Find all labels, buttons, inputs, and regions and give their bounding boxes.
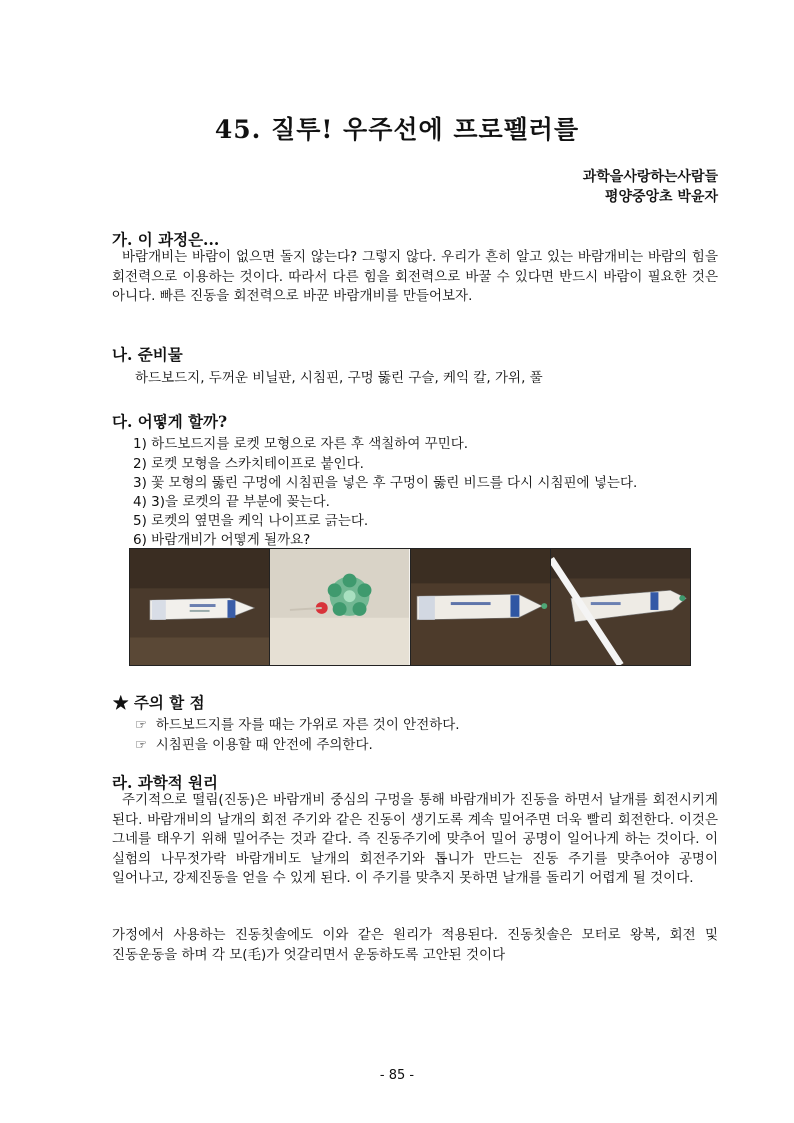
- section-body-ra: 주기적으로 떨림(진동)은 바람개비 중심의 구멍을 통해 바람개비가 진동을 하면서 날개를 회전시키게 된다. 바람개비의 날개의 회전 주기와 같은 진동이 생기도록 계속 밀어주면 더욱 빨리 회전한다. 이것은 그네를 태우기 위해 밀어주는 것과 같다. 즉 진동주기에 맞추어 밀어 공명이 일어나게 하는 것이다. 이 실험의 나무젓가락 바람개비도 날개의 회전주기와 톱니가 만드는 진동 주기를 맞추어야 공명이 일어나고, 강제진동을 얻을 수 있게 된다. 이 주기를 맞추지 못하면 날개를 돌리기 어렵게 될 것이다.: [112, 792, 718, 886]
- star-icon: ★: [113, 693, 129, 712]
- section-heading-na: 나. 준비물: [112, 345, 183, 364]
- step-item: 2) 로켓 모형을 스카치테이프로 붙인다.: [133, 456, 364, 472]
- photo-flower-pinwheel: [270, 549, 410, 665]
- pointing-hand-icon: ☞: [135, 717, 148, 733]
- page-title: 45. 질투! 우주선에 프로펠러를: [214, 115, 580, 144]
- materials-list: 하드보드지, 두꺼운 비닐판, 시침핀, 구멍 뚫린 구슬, 케익 칼, 가위, 풀: [135, 370, 543, 386]
- step-item: 3) 꽃 모형의 뚫린 구멍에 시침핀을 넣은 후 구멍이 뚫린 비드를 다시 시침핀에 넣는다.: [133, 475, 638, 491]
- page-number: - 85 -: [379, 1068, 415, 1083]
- caution-heading: ★ 주의 할 점: [113, 693, 205, 712]
- author-group: 과학을사랑하는사람들: [582, 169, 718, 185]
- section-heading-ga: 가. 이 과정은...: [112, 230, 220, 249]
- step-item: 6) 바람개비가 어떻게 될까요?: [133, 532, 311, 548]
- photo-strip: [129, 548, 691, 666]
- pointing-hand-icon: ☞: [135, 737, 148, 753]
- section-heading-da: 다. 어떻게 할까?: [112, 412, 228, 431]
- photo-scraping-rocket: [551, 549, 690, 665]
- step-item: 4) 3)을 로켓의 끝 부분에 꽂는다.: [133, 494, 330, 510]
- author-name: 평양중앙초 박윤자: [604, 189, 718, 205]
- section-body-ga: 바람개비는 바람이 없으면 돌지 않는다? 그렇지 않다. 우리가 흔히 알고 있는 바람개비는 바람의 힘을 회전력으로 이용하는 것이다. 따라서 다른 힘을 회전력으로 바꿀 수 있다면 반드시 바람이 필요한 것은 아니다. 빠른 진동을 회전력으로 바꾼 바람개비를 만들어보자.: [112, 249, 718, 304]
- section-heading-ra: 라. 과학적 원리: [112, 773, 219, 792]
- caution-item: ☞ 하드보드지를 자를 때는 가위로 자른 것이 안전하다.: [135, 717, 460, 733]
- photo-rocket-model: [130, 549, 270, 665]
- section-body-ra-2: 가정에서 사용하는 진동칫솔에도 이와 같은 원리가 적용된다. 진동칫솔은 모터로 왕복, 회전 및 진동운동을 하며 각 모(毛)가 엇갈리면서 운동하도록 고안된 것이다: [112, 927, 718, 963]
- caution-item: ☞ 시침핀을 이용할 때 안전에 주의한다.: [135, 737, 373, 753]
- step-item: 5) 로켓의 옆면을 케익 나이프로 긁는다.: [133, 513, 369, 529]
- photo-rocket-assembled: [411, 549, 551, 665]
- step-item: 1) 하드보드지를 로켓 모형으로 자른 후 색칠하여 꾸민다.: [133, 436, 469, 452]
